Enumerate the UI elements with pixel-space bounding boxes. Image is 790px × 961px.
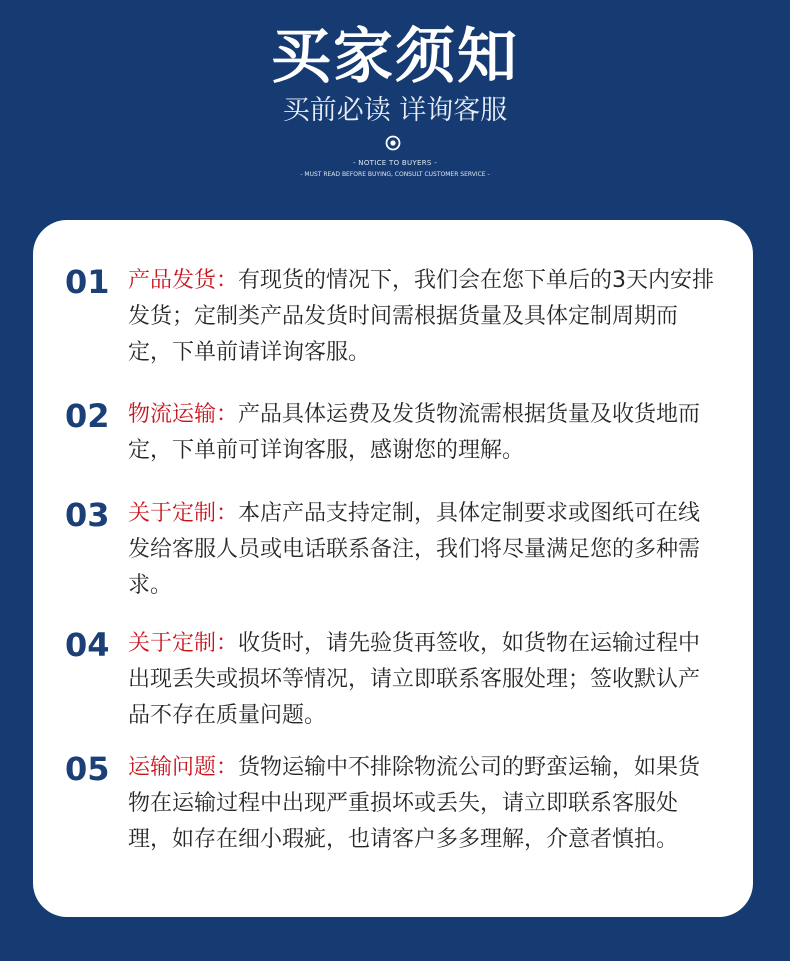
item-body: 本店产品支持定制，具体定制要求或图纸可在线发给客服人员或电话联系备注，我们将尽量满足您的多种需求。 [128,501,701,598]
item-text [128,496,718,604]
item-body: 产品具体运费及发货物流需根据货量及收货地而定，下单前可详询客服，感谢您的理解。 [128,402,701,463]
item-body: 有现货的情况下，我们会在您下单后的3天内安排发货；定制类产品发货时间需根据货量及具体定制周期而定，下单前请详询客服。 [128,268,715,365]
item-text [128,750,718,858]
item-number: 01 [65,263,110,301]
item-body: 货物运输中不排除物流公司的野蛮运输，如果货物在运输过程中出现严重损坏或丢失，请立即联系客服处理，如存在细小瑕疵，也请客户多多理解，介意者慎拍。 [128,755,701,852]
notice-card [33,220,753,917]
item-text [128,263,718,371]
item-label: 关于定制： [128,501,239,526]
item-text [128,397,718,469]
header [0,0,790,220]
item-label: 物流运输： [128,402,239,427]
page-title: 买家须知 [271,22,519,92]
item-label: 关于定制： [128,631,239,656]
item-label: 运输问题： [128,755,239,780]
english-notice: - NOTICE TO BUYERS - [352,159,438,167]
item-number: 02 [65,397,110,435]
page-subtitle: 买前必读 详询客服 [282,95,508,126]
item-number: 05 [65,750,110,788]
item-number: 03 [65,496,110,534]
english-subnotice: - MUST READ BEFORE BUYING, CONSULT CUSTOMER SERVICE - [300,171,490,178]
item-label: 产品发货： [128,268,239,293]
item-text [128,626,718,734]
target-icon [385,135,401,151]
item-number: 04 [65,626,110,664]
item-body: 收货时，请先验货再签收，如货物在运输过程中出现丢失或损坏等情况，请立即联系客服处理；签收默认产品不存在质量问题。 [128,631,701,728]
